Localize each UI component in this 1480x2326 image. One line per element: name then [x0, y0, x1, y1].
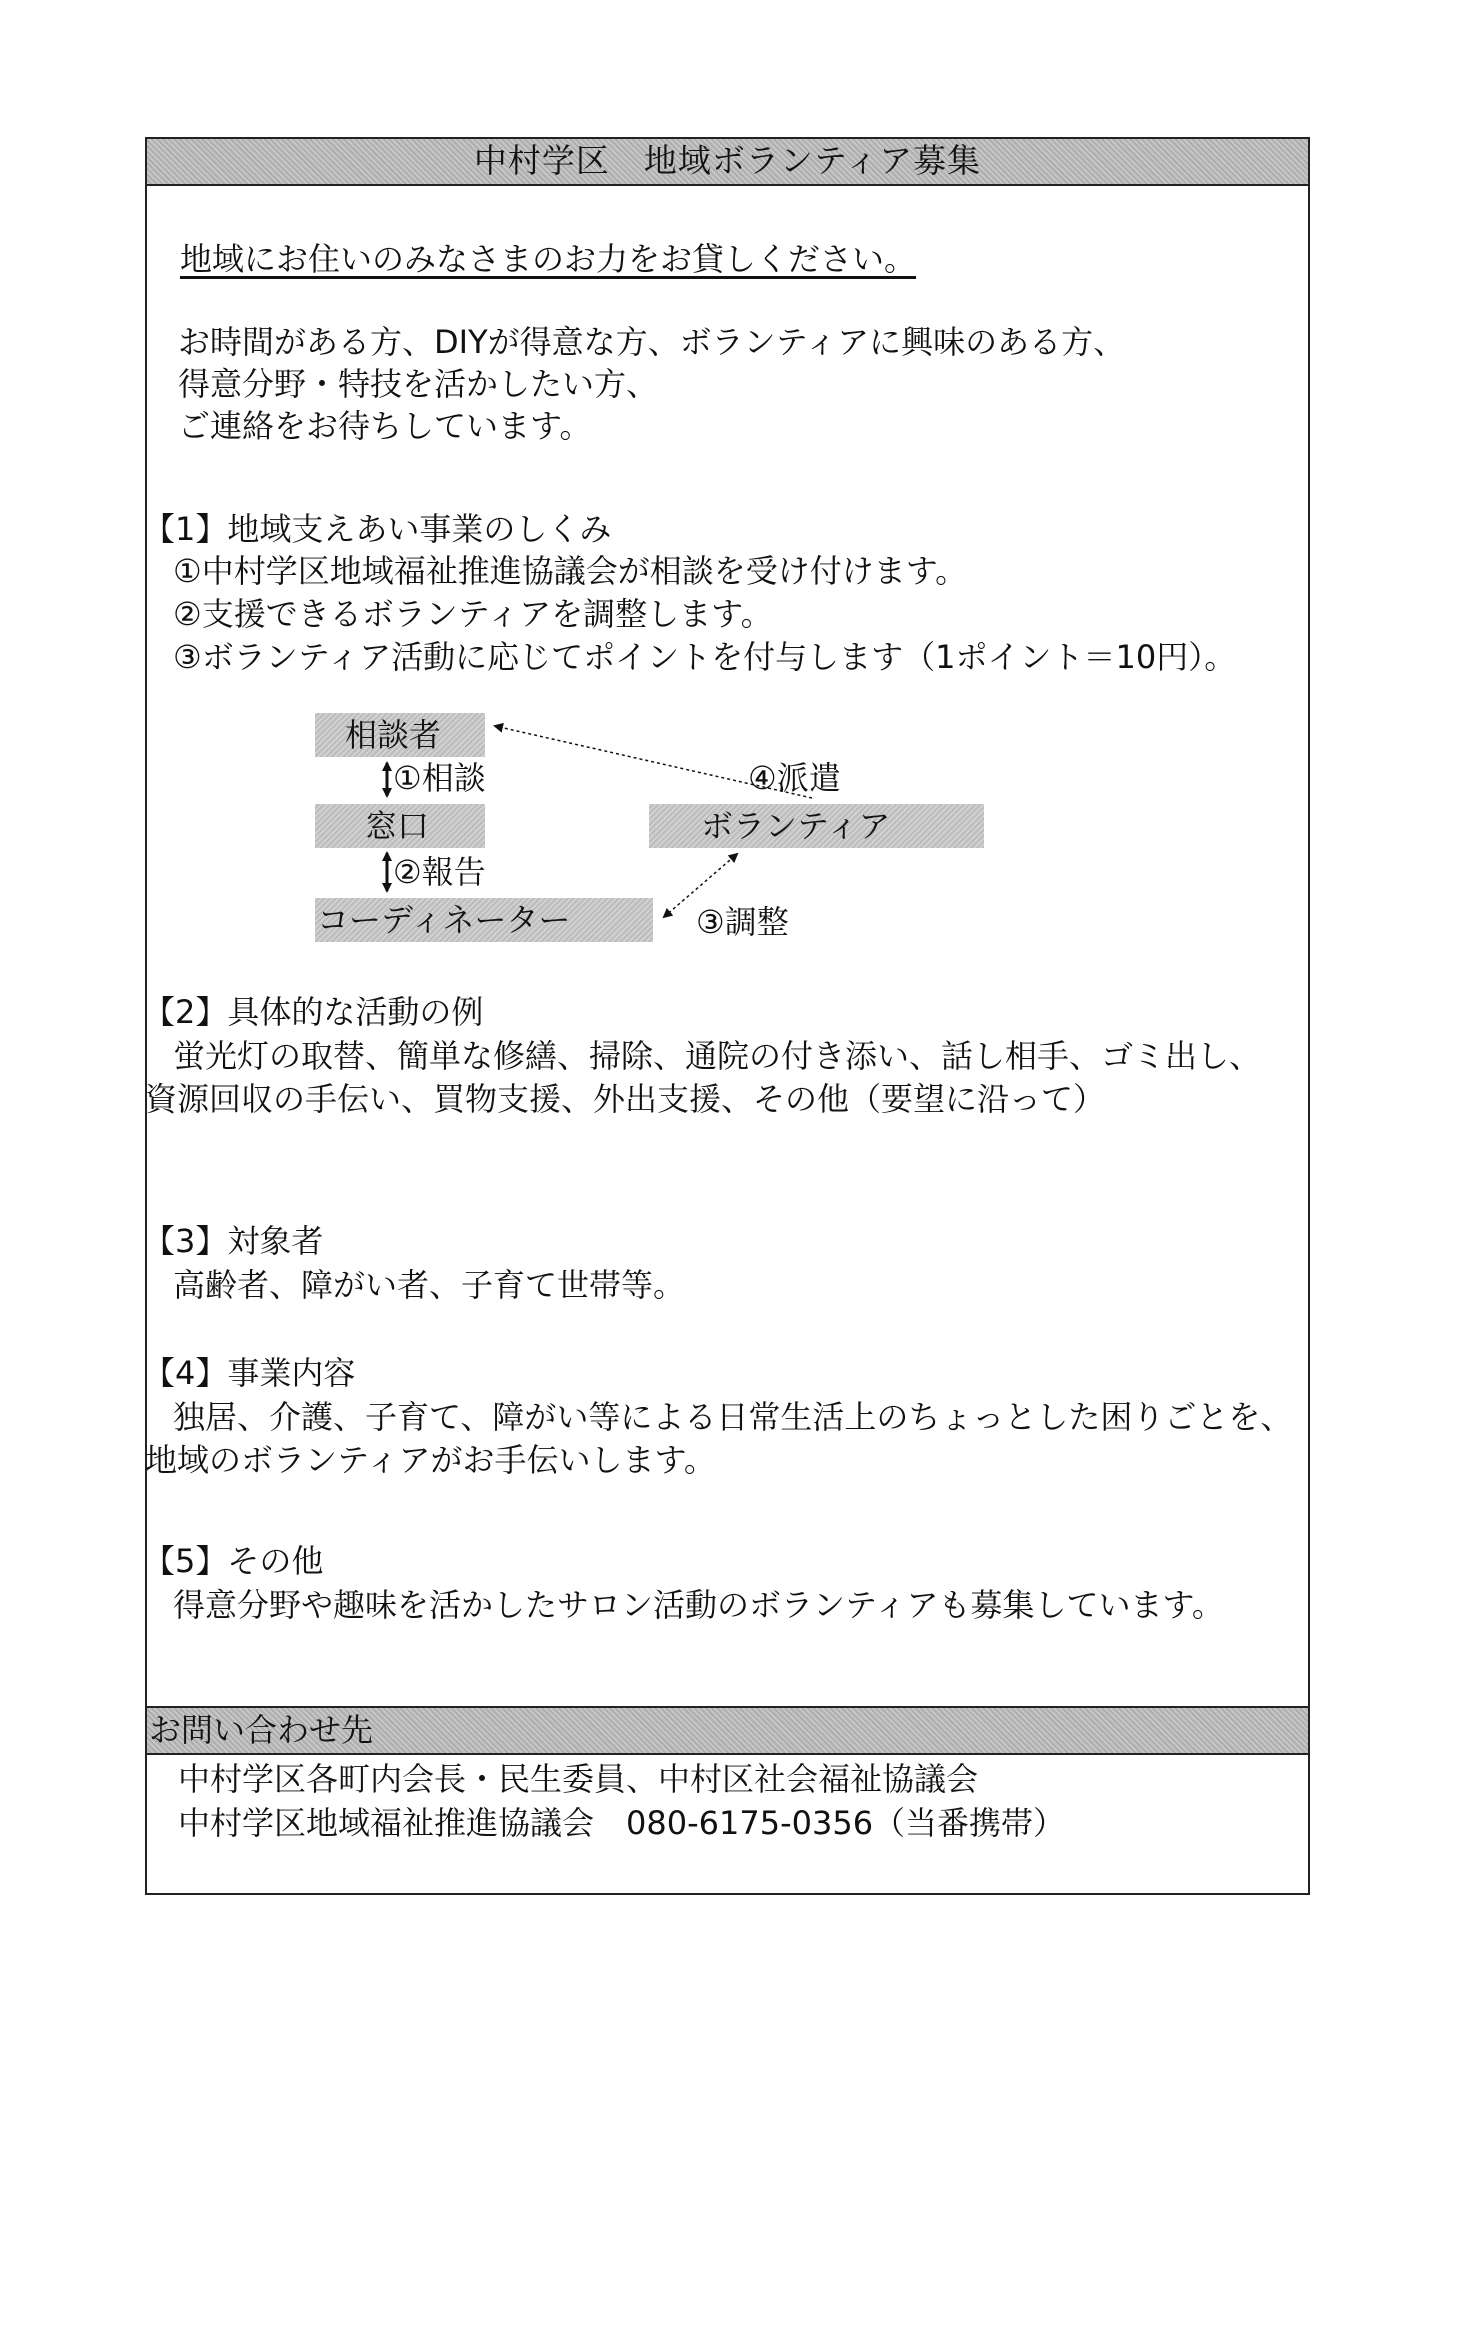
- section-5-line-1: 得意分野や趣味を活かしたサロン活動のボランティアも募集しています。: [173, 1586, 1224, 1624]
- page-title: 中村学区 地域ボランティア募集: [473, 141, 982, 180]
- contact-line-1: 中村学区各町内会長・民生委員、中村区社会福祉協議会: [178, 1760, 979, 1798]
- label-dispatch: ④派遣: [748, 759, 841, 797]
- lead-line-1: お時間がある方、DIYが得意な方、ボランティアに興味のある方、: [178, 323, 1126, 361]
- section-5-heading: 【5】その他: [143, 1542, 324, 1580]
- intro-text: 地域にお住いのみなさまのお力をお貸しください。: [180, 240, 917, 278]
- section-1-item-2: ②支援できるボランティアを調整します。: [173, 595, 773, 633]
- section-4-line-1: 独居、介護、子育て、障がい等による日常生活上のちょっとした困りごとを、: [173, 1398, 1293, 1436]
- section-4-line-2: 地域のボランティアがお手伝いします。: [145, 1441, 716, 1479]
- box-coordinator: コーディネーター: [315, 898, 653, 942]
- arrow-dispatch: [495, 726, 812, 798]
- box-consultee: 相談者: [315, 713, 485, 757]
- box-window: 窓口: [315, 804, 485, 848]
- section-1-item-3: ③ボランティア活動に応じてポイントを付与します（1ポイント＝10円）。: [173, 638, 1237, 676]
- section-1-heading: 【1】地域支えあい事業のしくみ: [143, 510, 612, 548]
- section-1-item-1: ①中村学区地域福祉推進協議会が相談を受け付けます。: [173, 552, 968, 590]
- label-adjust: ③調整: [696, 903, 789, 941]
- contact-line-2: 中村学区地域福祉推進協議会 080-6175-0356（当番携帯）: [178, 1804, 1066, 1842]
- lead-line-2: 得意分野・特技を活かしたい方、: [178, 365, 659, 403]
- box-volunteer: ボランティア: [649, 804, 984, 848]
- section-3-heading: 【3】対象者: [143, 1222, 324, 1260]
- section-2-line-1: 蛍光灯の取替、簡単な修繕、掃除、通院の付き添い、話し相手、ゴミ出し、: [173, 1037, 1262, 1075]
- lead-line-3: ご連絡をお待ちしています。: [178, 407, 592, 445]
- label-consult: ①相談: [393, 759, 486, 797]
- section-3-line-1: 高齢者、障がい者、子育て世帯等。: [173, 1266, 686, 1304]
- section-4-heading: 【4】事業内容: [143, 1354, 356, 1392]
- section-2-heading: 【2】具体的な活動の例: [143, 993, 484, 1031]
- arrow-adjust: [664, 854, 737, 917]
- contact-bar: [147, 1706, 1308, 1755]
- section-2-line-2: 資源回収の手伝い、買物支援、外出支援、その他（要望に沿って）: [145, 1080, 1106, 1118]
- recruitment-notice: [145, 137, 1310, 1895]
- contact-heading: お問い合わせ先: [149, 1711, 374, 1749]
- diagram-arrows: [147, 139, 1307, 1039]
- label-report: ②報告: [393, 853, 486, 891]
